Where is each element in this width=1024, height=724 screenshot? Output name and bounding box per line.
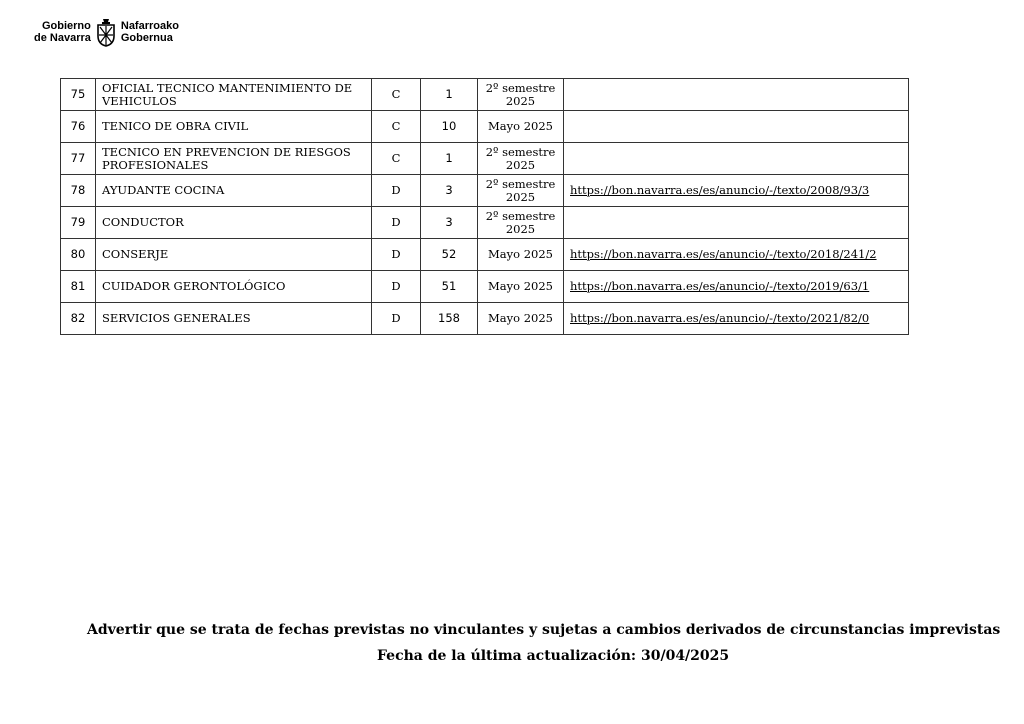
position-name: OFICIAL TECNICO MANTENIMIENTO DE VEHICULOS: [96, 79, 372, 111]
logo-line: Nafarroako: [120, 20, 179, 32]
position-group: D: [372, 175, 421, 207]
position-group: D: [372, 271, 421, 303]
vacancy-count: 51: [421, 271, 478, 303]
table-row: [61, 303, 909, 335]
row-number: 77: [61, 143, 96, 175]
planned-date: Mayo 2025: [478, 239, 564, 271]
planned-date: 2º semestre 2025: [478, 207, 564, 239]
position-group: C: [372, 79, 421, 111]
vacancy-count: 1: [421, 79, 478, 111]
position-name: CUIDADOR GERONTOLÓGICO: [96, 271, 372, 303]
position-name: TECNICO EN PREVENCION DE RIESGOS PROFESIONALES: [96, 143, 372, 175]
announcement-link-cell: [564, 111, 909, 143]
planned-date: 2º semestre 2025: [478, 143, 564, 175]
table-row: [61, 175, 909, 207]
disclaimer-note: Advertir que se trata de fechas previstas no vinculantes y sujetas a cambios derivados de circunstancias imprevistas: [87, 622, 1001, 638]
position-name: AYUDANTE COCINA: [96, 175, 372, 207]
announcement-link-cell: [564, 79, 909, 111]
vacancy-count: 3: [421, 207, 478, 239]
logo-line: de Navarra: [34, 32, 91, 44]
announcement-link[interactable]: https://bon.navarra.es/es/anuncio/-/texto/2018/241/2: [570, 247, 877, 261]
row-number: 78: [61, 175, 96, 207]
vacancy-count: 1: [421, 143, 478, 175]
position-name: TENICO DE OBRA CIVIL: [96, 111, 372, 143]
position-group: D: [372, 207, 421, 239]
position-name: CONDUCTOR: [96, 207, 372, 239]
row-number: 82: [61, 303, 96, 335]
table-row: [61, 111, 909, 143]
position-group: C: [372, 143, 421, 175]
table-row: [61, 143, 909, 175]
announcement-link-cell: [564, 239, 909, 271]
row-number: 76: [61, 111, 96, 143]
announcement-link-cell: [564, 175, 909, 207]
row-number: 75: [61, 79, 96, 111]
position-name: CONSERJE: [96, 239, 372, 271]
logo-text-spanish: [34, 20, 91, 44]
planned-date: 2º semestre 2025: [478, 79, 564, 111]
logo-line: Gobierno: [41, 20, 91, 32]
position-group: D: [372, 239, 421, 271]
logo-text-basque: [121, 20, 179, 44]
announcement-link-cell: [564, 271, 909, 303]
table-row: [61, 207, 909, 239]
table-row: [61, 239, 909, 271]
table-row: [61, 79, 909, 111]
position-group: C: [372, 111, 421, 143]
announcement-link-cell: [564, 207, 909, 239]
logo-line: Gobernua: [120, 32, 173, 44]
coat-of-arms-icon: [96, 17, 116, 47]
vacancy-count: 158: [421, 303, 478, 335]
row-number: 81: [61, 271, 96, 303]
table-row: [61, 271, 909, 303]
government-logo: [34, 17, 179, 47]
last-updated-note: Fecha de la última actualización: 30/04/2025: [377, 648, 730, 664]
announcement-link-cell: [564, 143, 909, 175]
announcement-link-cell: [564, 303, 909, 335]
row-number: 80: [61, 239, 96, 271]
vacancy-count: 52: [421, 239, 478, 271]
vacancy-count: 3: [421, 175, 478, 207]
announcement-link[interactable]: https://bon.navarra.es/es/anuncio/-/texto/2019/63/1: [570, 279, 870, 293]
position-group: D: [372, 303, 421, 335]
planned-date: Mayo 2025: [478, 303, 564, 335]
row-number: 79: [61, 207, 96, 239]
position-name: SERVICIOS GENERALES: [96, 303, 372, 335]
planned-date: 2º semestre 2025: [478, 175, 564, 207]
vacancy-count: 10: [421, 111, 478, 143]
job-offers-table: [60, 78, 909, 335]
announcement-link[interactable]: https://bon.navarra.es/es/anuncio/-/texto/2008/93/3: [570, 183, 870, 197]
planned-date: Mayo 2025: [478, 111, 564, 143]
planned-date: Mayo 2025: [478, 271, 564, 303]
announcement-link[interactable]: https://bon.navarra.es/es/anuncio/-/texto/2021/82/0: [570, 311, 870, 325]
